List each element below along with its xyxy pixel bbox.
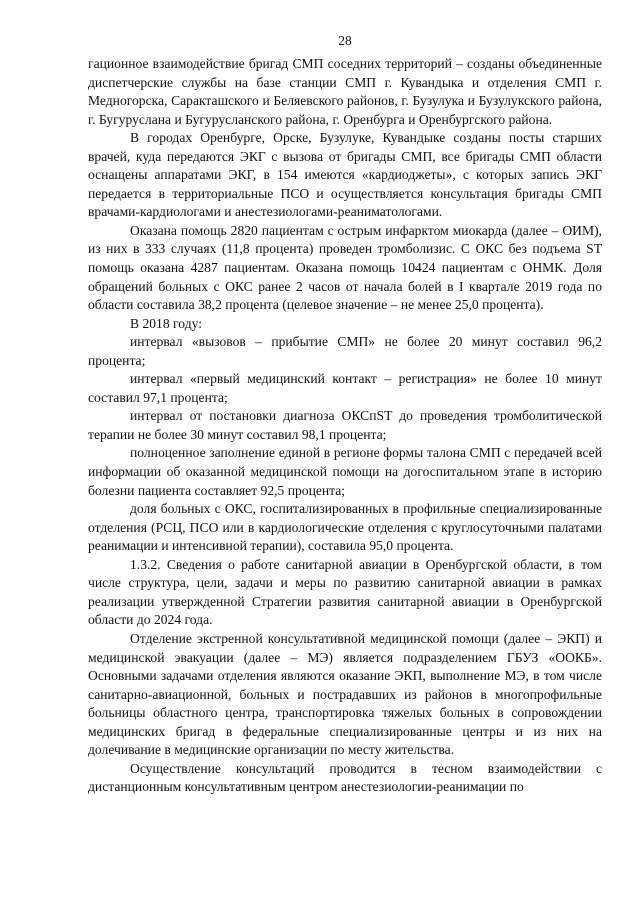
paragraph: доля больных с ОКС, госпитализированных в профильные специализированные отделения (РСЦ, ПСО или в кардиологические отделения с круглосуточными палатами реанимации и интенсивной терапии), составила 95,0 процента. <box>88 501 602 554</box>
paragraph: полноценное заполнение единой в регионе формы талона СМП с передачей всей информации об оказанной медицинской помощи на догоспитальном этапе в историю болезни пациента составляет 92,5 процента; <box>88 445 602 498</box>
paragraph: Отделение экстренной консультативной медицинской помощи (далее – ЭКП) и медицинской эвакуации (далее – МЭ) является подразделением ГБУЗ «ООКБ». Основными задачами отделения являются оказание ЭКП, выполнение МЭ, в том числе санитарно-авиационной, больных и пострадавших из районов в многопрофильные больницы областного центра, транспортировка тяжелых больных в сопровождении медицинских бригад в федеральные специализированные центры и из них на долечивание в медицинские организации по месту жительства. <box>88 630 602 758</box>
paragraph: интервал от постановки диагноза ОКСпST до проведения тромболитической терапии не более 30 минут составил 98,1 процента; <box>88 408 602 442</box>
page-number: 28 <box>338 33 352 48</box>
paragraph: В 2018 году: <box>130 315 203 331</box>
paragraph: интервал «первый медицинский контакт – регистрация» не более 10 минут составил 97,1 процента; <box>88 371 602 405</box>
paragraph: гационное взаимодействие бригад СМП соседних территорий – созданы объединенные диспетчерские службы на базе станции СМП г. Кувандыка и отделения СМП г. Медногорска, Саракташского и Беляевского районов, г. Бузулука и Бузулукского района, г. Бугуруслана и Бугурусланского района, г. Оренбурга и Оренбургского района. <box>88 56 602 127</box>
document-body <box>88 55 602 797</box>
section-heading: 1.3.2. Сведения о работе санитарной авиации в Оренбургской области, в том числе структура, цели, задачи и меры по развитию санитарной авиации в рамках реализации утвержденной Стратегии развития санитарной авиации в Оренбургской области до 2024 года. <box>88 556 602 628</box>
paragraph: Оказана помощь 2820 пациентам с острым инфарктом миокарда (далее – ОИМ), из них в 333 случаях (11,8 процента) проведен тромболизис. С ОКС без подъема ST помощь оказана 4287 пациентам. Оказана помощь 10424 пациентам с ОНМК. Доля обращений больных с ОКС ранее 2 часов от начала болей в I квартале 2019 года по области составила 38,2 процента (целевое значение – не менее 25,0 процента). <box>88 222 602 313</box>
paragraph: В городах Оренбурге, Орске, Бузулуке, Кувандыке созданы посты старших врачей, куда передаются ЭКГ с вызова от бригады СМП, все бригады СМП области оснащены аппаратами ЭКГ, в 154 имеются «кардиоджеты», с которых запись ЭКГ передается в территориальные ПСО и осуществляется консультация бригады СМП врачами-кардиологами и анестезиологами-реаниматологами. <box>88 130 602 220</box>
paragraph: интервал «вызовов – прибытие СМП» не более 20 минут составил 96,2 процента; <box>88 334 602 368</box>
paragraph: Осуществление консультаций проводится в тесном взаимодействии с дистанционным консультативным центром анестезиологии-реанимации по <box>88 760 602 795</box>
